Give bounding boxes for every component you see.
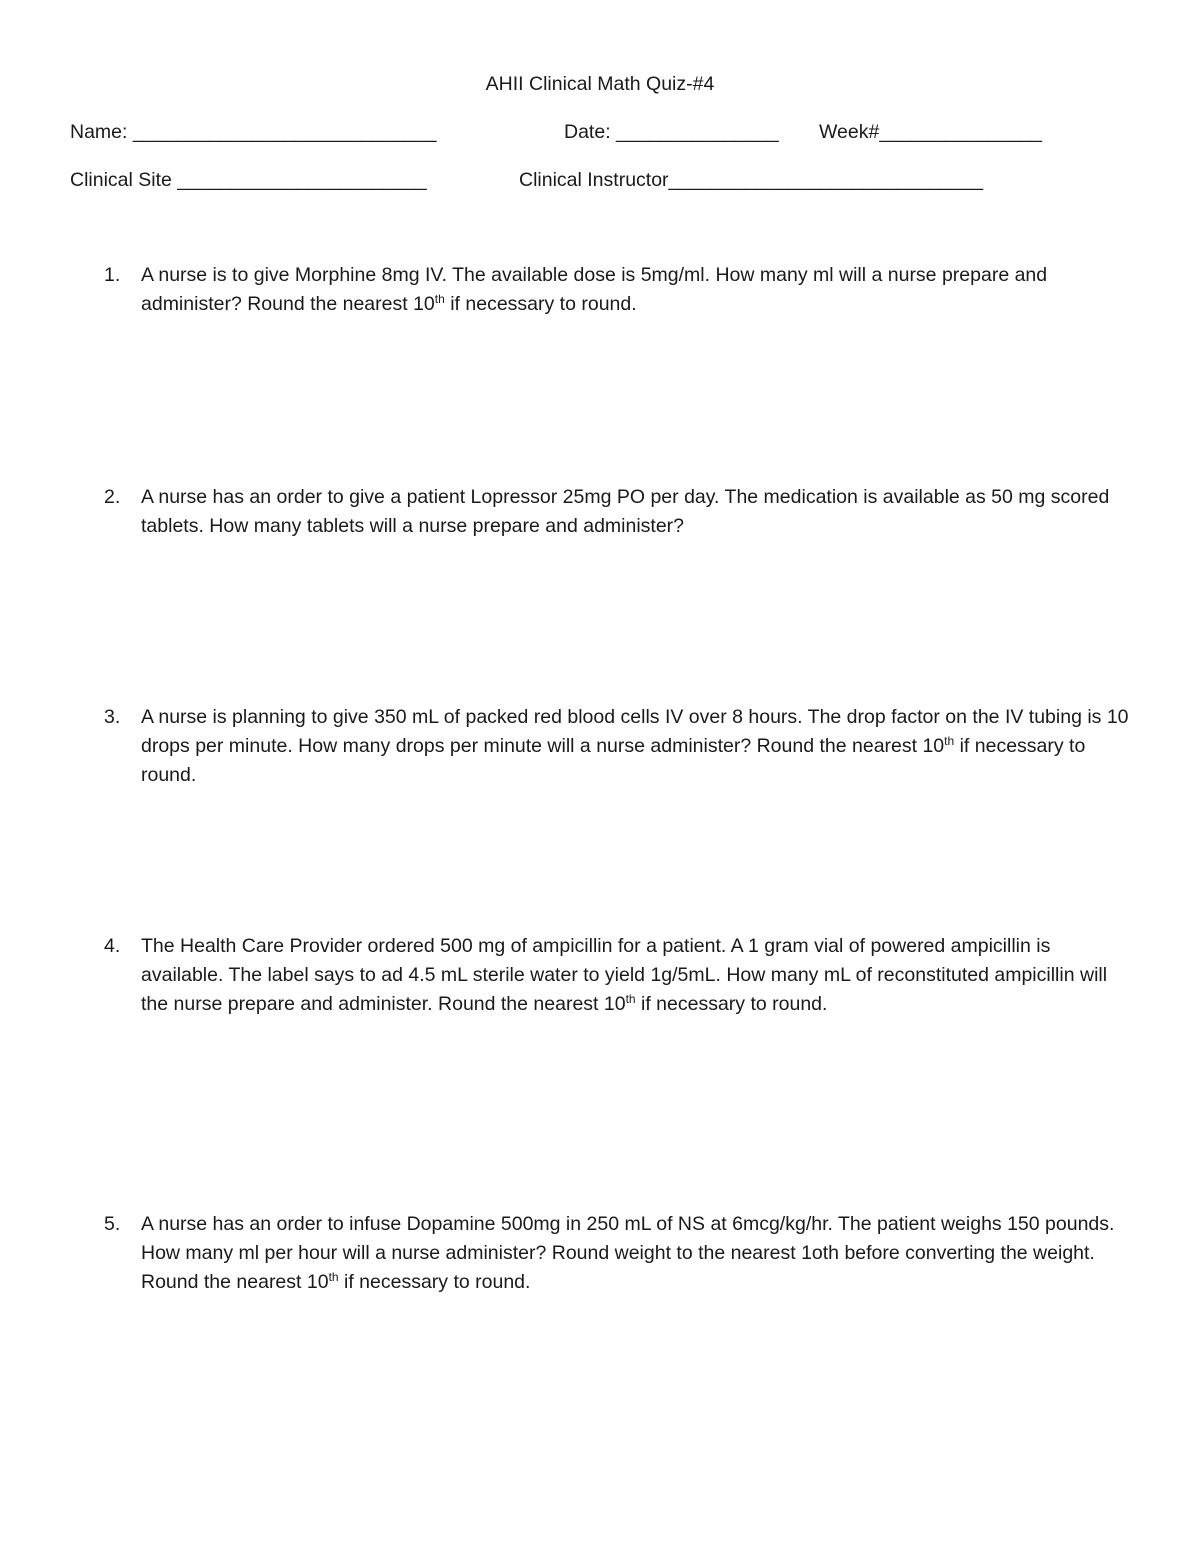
question-3 <box>104 703 1134 790</box>
week-field[interactable]: Week#_______________ <box>819 121 1043 143</box>
quiz-title: AHII Clinical Math Quiz-#4 <box>485 73 715 95</box>
question-number: 3. <box>104 706 121 728</box>
question-text: A nurse is planning to give 350 mL of packed red blood cells IV over 8 hours. The drop factor on the IV tubing is 10 drops per minute. How many drops per minute will a nurse administer? Round the nearest 10th if necessary to round. <box>141 706 1129 786</box>
superscript: th <box>434 292 445 306</box>
clinical-site-field[interactable]: Clinical Site _______________________ <box>70 169 427 191</box>
question-text: The Health Care Provider ordered 500 mg of ampicillin for a patient. A 1 gram vial of powered ampicillin is available. The label says to ad 4.5 mL sterile water to yield 1g/5mL. How many mL of reconstituted ampicillin will the nurse prepare and administer. Round the nearest 10th if necessary to round. <box>141 935 1108 1015</box>
question-text: A nurse is to give Morphine 8mg IV. The available dose is 5mg/ml. How many ml will a nurse prepare and administer? Round the nearest 10th if necessary to round. <box>141 264 1048 315</box>
question-text: A nurse has an order to infuse Dopamine 500mg in 250 mL of NS at 6mcg/kg/hr. The patient weighs 150 pounds. How many ml per hour will a nurse administer? Round weight to the nearest 1oth before converting the weight. Round the nearest 10th if necessary to round. <box>141 1213 1115 1293</box>
question-number: 1. <box>104 264 121 286</box>
superscript: th <box>625 992 636 1006</box>
date-field[interactable]: Date: _______________ <box>564 121 779 143</box>
question-text: A nurse has an order to give a patient Lopressor 25mg PO per day. The medication is available as 50 mg scored tablets. How many tablets will a nurse prepare and administer? <box>141 486 1110 537</box>
question-number: 4. <box>104 935 121 957</box>
superscript: th <box>328 1270 339 1284</box>
clinical-instructor-field[interactable]: Clinical Instructor_____________________________ <box>519 169 984 191</box>
question-4 <box>104 932 1134 1019</box>
question-1 <box>104 261 1134 319</box>
question-number: 5. <box>104 1213 121 1235</box>
question-2 <box>104 483 1134 541</box>
superscript: th <box>944 734 955 748</box>
name-field[interactable]: Name: ____________________________ <box>70 121 437 143</box>
question-5 <box>104 1210 1134 1297</box>
question-number: 2. <box>104 486 121 508</box>
